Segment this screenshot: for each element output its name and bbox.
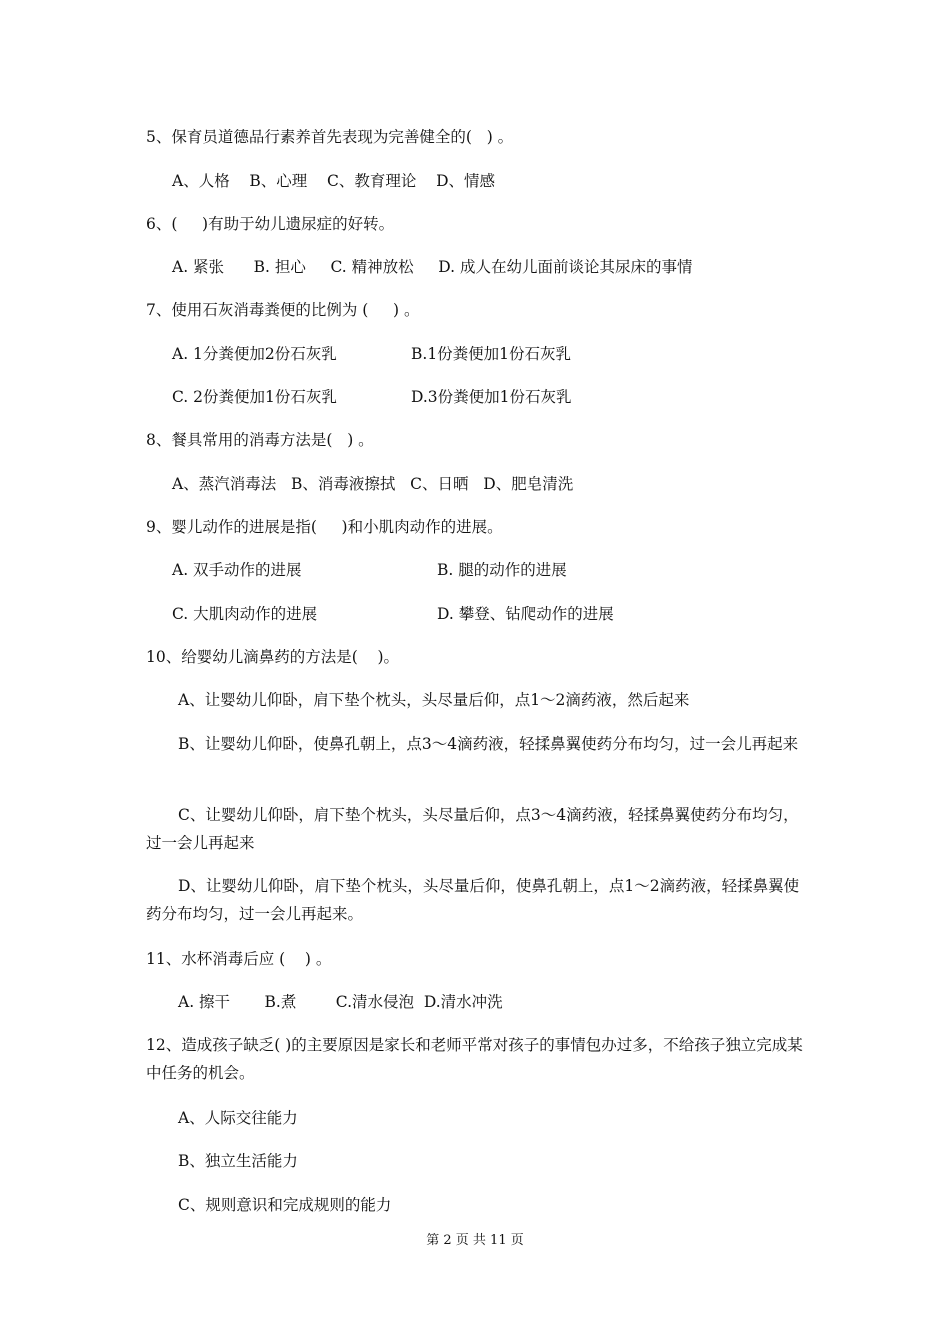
question-9-option-d: D. 攀登、钻爬动作的进展 <box>437 605 614 623</box>
question-7-option-b: B.1份粪便加1份石灰乳 <box>411 345 572 363</box>
question-9-option-c: C. 大肌肉动作的进展 <box>172 605 318 623</box>
question-9-stem: 9、婴儿动作的进展是指( )和小肌肉动作的进展。 <box>146 518 503 536</box>
question-7-option-c: C. 2份粪便加1份石灰乳 <box>172 388 337 406</box>
question-10-option-b: B、让婴幼儿仰卧，使鼻孔朝上，点3～4滴药液，轻揉鼻翼使药分布均匀，过一会儿再起来 <box>178 735 799 753</box>
question-6-options: A. 紧张 B. 担心 C. 精神放松 D. 成人在幼儿面前谈论其尿床的事情 <box>172 258 693 276</box>
question-7-option-d: D.3份粪便加1份石灰乳 <box>411 388 572 406</box>
question-9-option-a: A. 双手动作的进展 <box>172 561 302 579</box>
question-12-option-c: C、规则意识和完成规则的能力 <box>178 1196 392 1214</box>
question-9-option-b: B. 腿的动作的进展 <box>437 561 567 579</box>
question-8-options: A、蒸汽消毒法 B、消毒液擦拭 C、日晒 D、肥皂清洗 <box>172 475 574 493</box>
question-10-option-c: C、让婴幼儿仰卧，肩下垫个枕头，头尽量后仰，点3～4滴药液，轻揉鼻翼使药分布均匀，过一会儿再起来 <box>146 806 799 852</box>
question-7-option-a: A. 1分粪便加2份石灰乳 <box>172 345 337 363</box>
question-12-stem: 12、造成孩子缺乏( )的主要原因是家长和老师平常对孩子的事情包办过多，不给孩子独立完成某中任务的机会。 <box>146 1036 803 1082</box>
question-10-stem: 10、给婴幼儿滴鼻药的方法是( )。 <box>146 648 400 666</box>
question-8-stem: 8、餐具常用的消毒方法是( ) 。 <box>146 431 374 449</box>
question-12-option-b: B、独立生活能力 <box>178 1152 298 1170</box>
question-11-options: A. 擦干 B.煮 C.清水侵泡 D.清水冲洗 <box>178 993 503 1011</box>
question-5-options: A、人格 B、心理 C、教育理论 D、情感 <box>172 172 495 190</box>
page-number-footer: 第 2 页 共 11 页 <box>426 1233 524 1248</box>
question-6-stem: 6、( )有助于幼儿遗尿症的好转。 <box>146 215 395 233</box>
question-10-option-a: A、让婴幼儿仰卧，肩下垫个枕头，头尽量后仰，点1～2滴药液，然后起来 <box>178 691 690 709</box>
question-7-stem: 7、使用石灰消毒粪便的比例为 ( ) 。 <box>146 301 420 319</box>
question-11-stem: 11、水杯消毒后应 ( ) 。 <box>146 950 332 968</box>
question-5-stem: 5、保育员道德品行素养首先表现为完善健全的( ) 。 <box>146 128 514 146</box>
question-10-option-d: D、让婴幼儿仰卧，肩下垫个枕头，头尽量后仰，使鼻孔朝上，点1～2滴药液，轻揉鼻翼使药分布均匀，过一会儿再起来。 <box>146 877 800 923</box>
question-12-option-a: A、人际交往能力 <box>178 1109 298 1127</box>
